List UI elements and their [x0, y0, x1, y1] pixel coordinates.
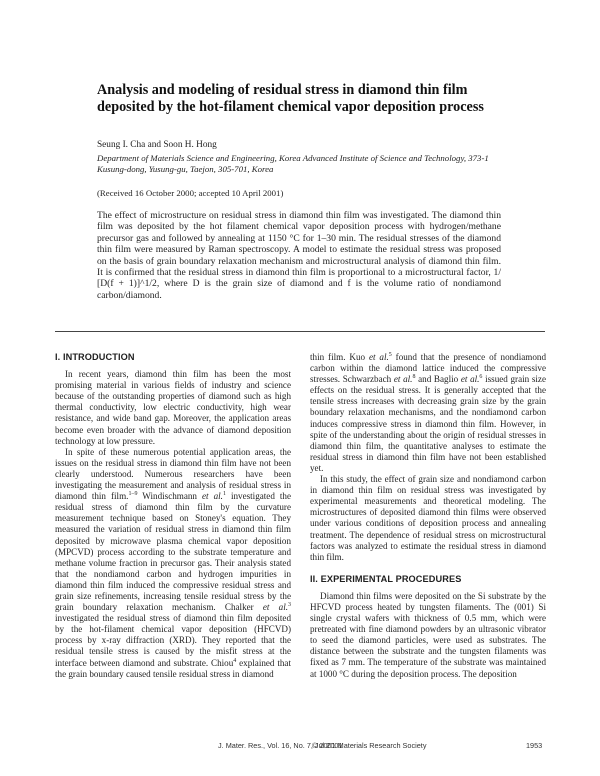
et-al: et al.	[393, 374, 413, 385]
right-column	[310, 352, 546, 680]
intro-text: found that the presence of nondiamond carbon within the diamond lattice induced the compressive stresses. Schwarzbach	[310, 352, 547, 385]
et-al: et al.	[202, 491, 223, 502]
intro-text: Windischmann	[137, 491, 202, 502]
reference-marker: 3	[288, 602, 292, 609]
intro-paragraph-1: In recent years, diamond thin film has been the most promising material in various fields of industry and science because of the outstanding properties of diamond such as high thermal conductivity, low electric conductivity, high wear resistance, and wide band gap. Moreover, the application areas become even broader with the advance of diamond deposition technology at low pressure.	[55, 369, 291, 446]
reference-marker: 8	[412, 374, 416, 381]
reference-marker: 4	[233, 657, 237, 664]
experimental-paragraph-1: Diamond thin films were deposited on the Si substrate by the HFCVD process heated by tungsten filaments. The (001) Si single crystal wafers with thickness of 0.5 mm, which were pretreated with fine diamond powders by an ultrasonic vibrator to seed the diamond particles, were used as substrates. The distance between the substrate and the tungsten filaments was fixed as 7 mm. The temperature of the substrate was maintained at 1000 °C during the deposition process. The deposition	[310, 590, 546, 679]
intro-text: investigated the residual stress of diamond thin film deposited by the hot-filament chemical vapor deposition (HFCVD) process by x-ray diffraction (XRD). They reported that the residual tensile stress is caused by the misfit stress at the interface between diamond and substrate. Chiou	[55, 613, 291, 668]
intro-text: issued grain size effects on the residual stress. It is generally accepted that the tensile stress increases with decreasing grain size by the grain boundary relaxation mechanisms, and the nondiamond carbon induces compressive stress in diamond thin film. However, in spite of the understanding about the origin of residual stresses in diamond thin film, the quantitative analyses to estimate the residual stress in diamond thin film have not been established yet.	[310, 374, 546, 473]
intro-text: explained that the grain boundary caused tensile residual stress in diamond	[55, 657, 291, 679]
left-column	[55, 352, 291, 680]
et-al: et al.	[368, 352, 389, 362]
authors: Seung I. Cha and Soon H. Hong	[97, 140, 217, 150]
et-al: et al.	[262, 602, 289, 613]
intro-paragraph-2	[55, 447, 291, 680]
intro-text: and Baglio	[415, 374, 461, 385]
intro-paragraph-3: In this study, the effect of grain size and nondiamond carbon in diamond thin film on residual stress was investigated by experimental measurements and theoretical modeling. The microstructures of deposited diamond thin films were observed under various conditions of deposition process and annealing treatment. The dependence of residual stress on microstructural factors was analyzed to estimate the residual stress in diamond thin film.	[310, 474, 546, 562]
paper-title: Analysis and modeling of residual stress in diamond thin film deposited by the hot-filament chemical vapor deposition process	[97, 82, 484, 116]
abstract: The effect of microstructure on residual stress in diamond thin film was investigated. The diamond thin film was deposited by the hot filament chemical vapor deposition process with hydrogen/methane precursor gas and followed by annealing at 1150 °C for 1–30 min. The residual stresses of the diamond thin film were measured by Raman spectroscopy. A model to estimate the residual stress was proposed on the basis of grain boundary relaxation mechanism and microstructural analysis of diamond thin film. It is confirmed that the residual stress in diamond thin film is proportional to a microstructural factor, 1/ [D(f + 1)]^1/2, where D is the grain size of diamond and f is the volume ratio of nondiamond carbon/diamond.	[97, 210, 501, 301]
affiliation: Department of Materials Science and Engineering, Korea Advanced Institute of Science and Technology, 373-1 Kusung-dong, Yusung-gu, Taejon, 305-701, Korea	[97, 153, 489, 175]
intro-text: thin film. Kuo	[310, 352, 369, 362]
reference-marker: 6	[479, 374, 483, 381]
reference-marker: 1–9	[128, 491, 138, 498]
reference-marker: 5	[388, 351, 392, 358]
header-divider	[55, 331, 545, 332]
et-al: et al.	[460, 374, 480, 385]
received-dates: (Received 16 October 2000; accepted 10 April 2001)	[97, 188, 284, 198]
footer-journal: J. Mater. Res., Vol. 16, No. 7, Jul 2001	[218, 741, 343, 750]
intro-paragraph-2-continued	[310, 352, 546, 474]
section-heading-experimental: II. EXPERIMENTAL PROCEDURES	[310, 573, 462, 584]
section-heading-introduction: I. INTRODUCTION	[55, 352, 135, 362]
intro-text: In spite of these numerous potential application areas, the issues on the residual stress in diamond thin film have not been clearly understood. Numerous researchers have been investigating the measurement and analysis of residual stress in diamond thin film.	[55, 446, 291, 502]
footer-page-number: 1953	[526, 741, 543, 750]
reference-marker: 1	[222, 491, 226, 498]
intro-text: investigated the residual stress of diamond thin film by the curvature measurement technique based on Stoney's equation. They measured the variation of residual stress in diamond thin film deposited by microwave plasma chemical vapor deposition (MPCVD) process according to the substrate temperature and methane volume fraction in precursor gas. Their analysis stated that the nondiamond carbon and hydrogen impurities in diamond thin film induced the compressive residual stress and grain size refinements, increasing tensile residual stress by the grain boundary relaxation mechanism. Chalker	[55, 491, 292, 613]
footer-copyright: © 2001 Materials Research Society	[312, 741, 427, 750]
